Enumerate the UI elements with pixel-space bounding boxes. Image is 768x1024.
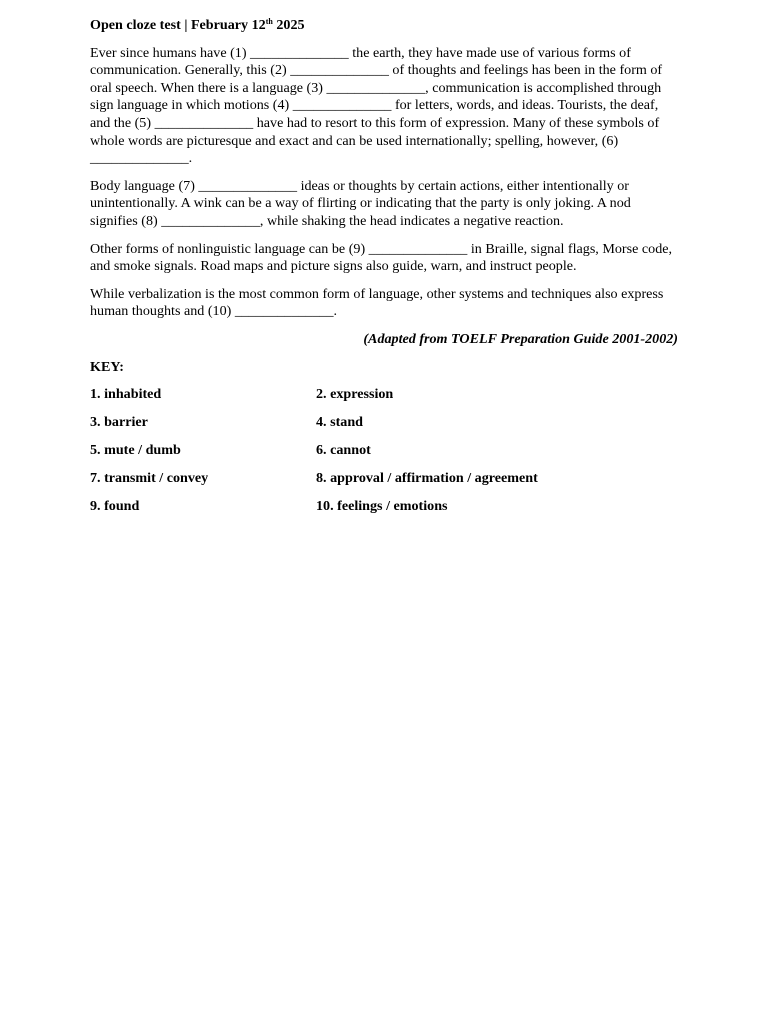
passage-paragraph-2: Body language (7) ______________ ideas or thoughts by certain actions, either intentionally or unintentionally. A wink can be a way of flirting or indicating that the party is only joking. A nod signifies (8) ______________, while shaking the head indicates a negative reaction.: [90, 177, 631, 229]
source-citation: (Adapted from TOELF Preparation Guide 2001-2002): [363, 330, 678, 347]
title-year: 2025: [272, 17, 305, 33]
answer-key-row: [90, 414, 678, 432]
document-content: [90, 17, 678, 526]
answer-key-item: 7. transmit / convey: [90, 470, 209, 487]
answer-key-row: [90, 386, 678, 404]
answer-key-item: 4. stand: [316, 414, 363, 431]
title-text: Open cloze test | February 12: [90, 17, 266, 33]
answer-key-item: 2. expression: [316, 386, 394, 403]
answer-key-item: 10. feelings / emotions: [316, 498, 448, 515]
answer-key-row: [90, 470, 678, 488]
answer-key-row: [90, 498, 678, 516]
answer-key-item: 5. mute / dumb: [90, 442, 181, 459]
passage-paragraph-3: Other forms of nonlinguistic language can be (9) ______________ in Braille, signal flags, Morse code, and smoke signals. Road maps and picture signs also guide, warn, and instruct people.: [90, 240, 673, 275]
answer-key-item: 9. found: [90, 498, 140, 515]
answer-key-title: KEY:: [90, 358, 124, 375]
passage-paragraph-4: While verbalization is the most common form of language, other systems and techniques also express human thoughts and (10) ______________.: [90, 285, 664, 320]
answer-key-item: 8. approval / affirmation / agreement: [316, 470, 538, 487]
title-ordinal-suffix: th: [265, 17, 273, 26]
answer-key-item: 6. cannot: [316, 442, 371, 459]
answer-key-item: 1. inhabited: [90, 386, 162, 403]
answer-key-item: 3. barrier: [90, 414, 148, 431]
passage-paragraph-1: Ever since humans have (1) ______________ the earth, they have made use of various forms of communication. Generally, this (2) ______________ of thoughts and feelings has been in the form of oral speech. When there is a language (3) ______________, communication is accomplished through sign language in which motions (4) ______________ for letters, words, and ideas. Tourists, the deaf, and the (5) ______________ have had to resort to this form of expression. Many of these symbols of whole words are picturesque and exact and can be used internationally; spelling, however, (6) ______________.: [90, 44, 663, 167]
page-title: [90, 17, 678, 35]
answer-key-row: [90, 442, 678, 460]
